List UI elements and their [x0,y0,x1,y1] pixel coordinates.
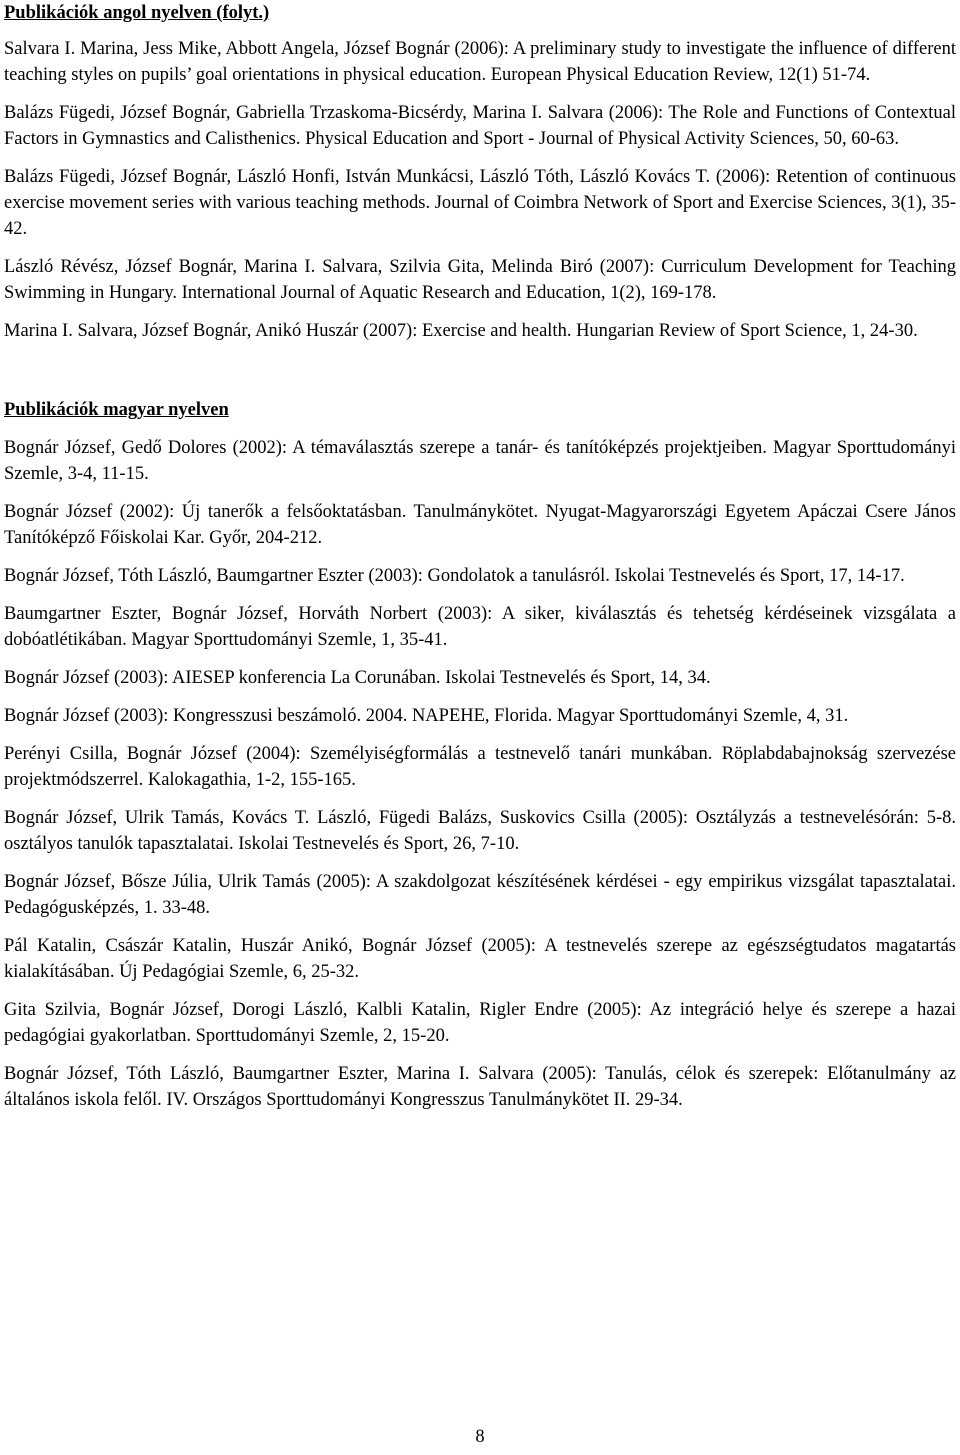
publication-entry: Bognár József, Bősze Júlia, Ulrik Tamás (2005): A szakdolgozat készítésének kérdései - egy empirikus vizsgálat tapasztalatai. Pedagógusképzés, 1. 33-48. [4,872,956,918]
publication-entry: Salvara I. Marina, Jess Mike, Abbott Angela, József Bognár (2006): A preliminary study to investigate the influence of different teaching styles on pupils’ goal orientations in physical education. European Physical Education Review, 12(1) 51-74. [4,39,956,85]
document-page [4,0,956,1125]
publication-entry: Bognár József (2003): Kongresszusi beszámoló. 2004. NAPEHE, Florida. Magyar Sporttudományi Szemle, 4, 31. [4,706,849,726]
publication-entry: Bognár József, Gedő Dolores (2002): A témaválasztás szerepe a tanár- és tanítóképzés projektjeiben. Magyar Sporttudományi Szemle, 3-4, 11-15. [4,438,956,484]
page-number: 8 [475,1427,485,1447]
publication-entry: Bognár József, Tóth László, Baumgartner Eszter, Marina I. Salvara (2005): Tanulás, célok és szerepek: Előtanulmány az általános iskola felől. IV. Országos Sporttudományi Kongresszus Tanulmánykötet II. 29-34. [4,1064,956,1110]
publication-entry: Perényi Csilla, Bognár József (2004): Személyiségformálás a testnevelő tanári munkában. Röplabdabajnokság szervezése projektmódszerrel. Kalokagathia, 1-2, 155-165. [4,744,956,790]
publication-entry: Bognár József (2003): AIESEP konferencia La Corunában. Iskolai Testnevelés és Sport, 14, 34. [4,668,711,688]
publication-entry: Pál Katalin, Császár Katalin, Huszár Anikó, Bognár József (2005): A testnevelés szerepe az egészségtudatos magatartás kialakításában. Új Pedagógiai Szemle, 6, 25-32. [4,936,956,982]
section-heading-english: Publikációk angol nyelven (folyt.) [4,3,270,23]
publication-entry: László Révész, József Bognár, Marina I. Salvara, Szilvia Gita, Melinda Biró (2007): Curriculum Development for Teaching Swimming in Hungary. International Journal of Aquatic Research and Education, 1(2), 169-178. [4,257,956,303]
publication-entry: Balázs Fügedi, József Bognár, László Honfi, István Munkácsi, László Tóth, László Kovács T. (2006): Retention of continuous exercise movement series with various teaching methods. Journal of Coimbra Network of Sport and Exercise Sciences, 3(1), 35-42. [4,167,956,239]
publication-entry: Gita Szilvia, Bognár József, Dorogi László, Kalbli Katalin, Rigler Endre (2005): Az integráció helye és szerepe a hazai pedagógiai gyakorlatban. Sporttudományi Szemle, 2, 15-20. [4,1000,956,1046]
publication-entry: Balázs Fügedi, József Bognár, Gabriella Trzaskoma-Bicsérdy, Marina I. Salvara (2006): The Role and Functions of Contextual Factors in Gymnastics and Calisthenics. Physical Education and Sport - Journal of Physical Activity Sciences, 50, 60-63. [4,103,956,149]
publication-entry: Baumgartner Eszter, Bognár József, Horváth Norbert (2003): A siker, kiválasztás és tehetség kérdéseinek vizsgálata a dobóatlétikában. Magyar Sporttudományi Szemle, 1, 35-41. [4,604,956,650]
publication-entry: Marina I. Salvara, József Bognár, Anikó Huszár (2007): Exercise and health. Hungarian Review of Sport Science, 1, 24-30. [4,321,918,341]
publication-entry: Bognár József (2002): Új tanerők a felsőoktatásban. Tanulmánykötet. Nyugat-Magyarországi Egyetem Apáczai Csere János Tanítóképző Főiskolai Kar. Győr, 204-212. [4,502,956,548]
publication-entry: Bognár József, Tóth László, Baumgartner Eszter (2003): Gondolatok a tanulásról. Iskolai Testnevelés és Sport, 17, 14-17. [4,566,905,586]
publication-entry: Bognár József, Ulrik Tamás, Kovács T. László, Fügedi Balázs, Suskovics Csilla (2005): Osztályzás a testnevelésórán: 5-8. osztályos tanulók tapasztalatai. Iskolai Testnevelés és Sport, 26, 7-10. [4,808,956,854]
section-heading-hungarian: Publikációk magyar nyelven [4,400,229,420]
